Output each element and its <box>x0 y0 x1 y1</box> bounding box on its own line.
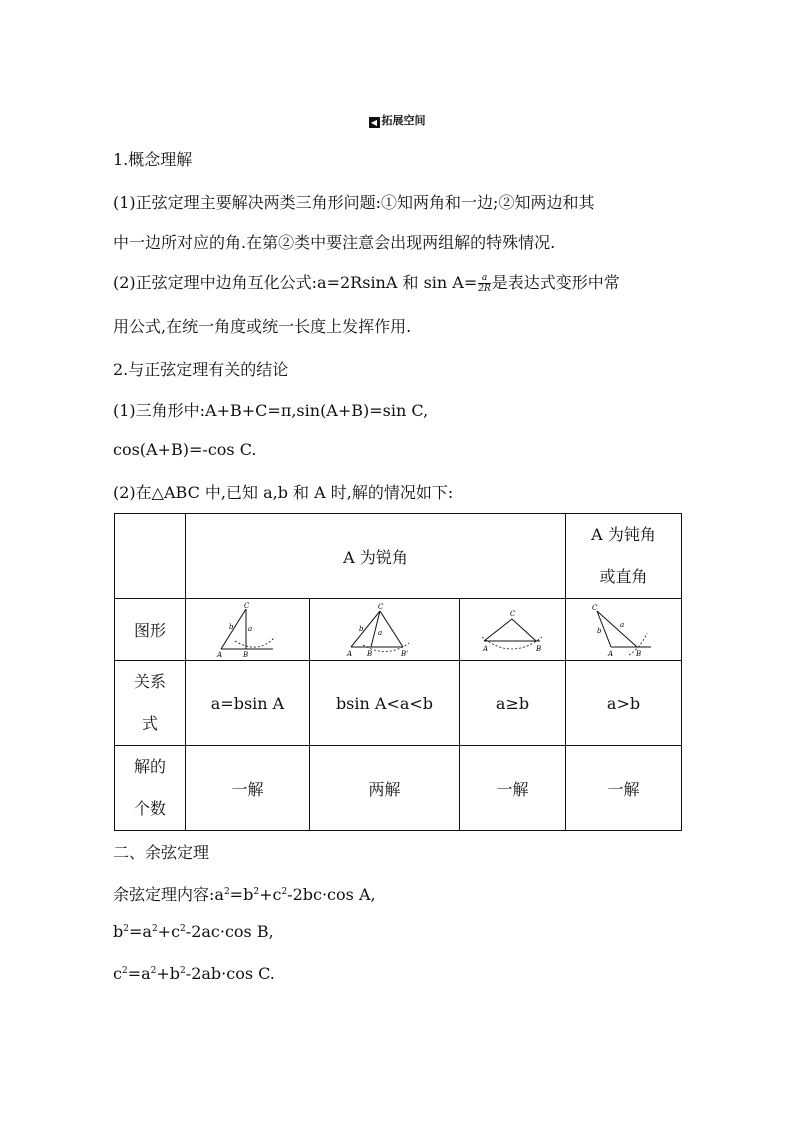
superscript: 2 <box>180 966 186 976</box>
side-label: a <box>377 628 382 637</box>
vertex-label: B <box>242 650 248 659</box>
text-segment: =a <box>127 964 151 983</box>
superscript: 2 <box>223 887 230 897</box>
vertex-label: C <box>509 609 515 618</box>
concept-p2-line1 <box>113 270 620 294</box>
obtuse-header-line1: A 为钝角 <box>591 525 656 544</box>
cosine-line2 <box>113 922 274 941</box>
conclusion-line2: cos(A+B)=-cos C. <box>113 440 257 459</box>
superscript: 2 <box>151 924 158 934</box>
text-segment: +c <box>157 922 181 941</box>
concept-heading: 1.概念理解 <box>113 150 193 169</box>
side-label: b <box>228 622 233 631</box>
triangle-figure-obtuse <box>589 601 659 659</box>
vertex-label: A <box>346 649 352 658</box>
side-label: a <box>247 624 252 633</box>
cosine-line3 <box>113 964 275 983</box>
vertex-label: A <box>216 650 222 659</box>
figure-cell-3 <box>460 599 566 661</box>
superscript: 2 <box>281 887 288 897</box>
text-segment: +b <box>156 964 181 983</box>
text-segment: =b <box>229 885 254 904</box>
conclusion-line3: (2)在△ABC 中,已知 a,b 和 A 时,解的情况如下: <box>113 483 454 502</box>
text-segment: -2ab·cos C. <box>185 964 275 983</box>
superscript: 2 <box>150 966 157 976</box>
superscript: 2 <box>180 924 186 934</box>
figure-cell-1 <box>186 599 310 661</box>
side-label: a <box>619 620 624 629</box>
header-title: 拓展空间 <box>381 114 426 127</box>
figure-label-cell: 图形 <box>115 599 186 661</box>
relation-cell-1: a=bsin A <box>186 661 310 746</box>
vertex-label: B <box>366 649 372 658</box>
text-segment: b <box>113 922 124 941</box>
concept-p1-line1: (1)正弦定理主要解决两类三角形问题:①知两角和一边;②知两边和其 <box>113 193 595 212</box>
vertex-label: B <box>635 649 641 658</box>
text-segment: 余弦定理内容:a <box>113 885 224 904</box>
p2-prefix: (2)正弦定理中边角互化公式:a=2RsinA 和 sin A= <box>113 273 478 292</box>
superscript: 2 <box>123 924 129 934</box>
count-cell-2: 两解 <box>310 746 460 831</box>
vertex-label: C <box>591 603 597 612</box>
solution-table <box>114 513 682 831</box>
count-cell-4: 一解 <box>566 746 682 831</box>
obtuse-header-cell <box>566 514 682 599</box>
count-cell-3: 一解 <box>460 746 566 831</box>
side-label: b <box>596 626 601 635</box>
vertex-label: C <box>377 602 383 611</box>
side-label: b <box>358 624 363 633</box>
relation-cell-4: a>b <box>566 661 682 746</box>
concept-p1-line2: 中一边所对应的角.在第②类中要注意会出现两组解的特殊情况. <box>113 233 556 252</box>
relation-label-cell <box>115 661 186 746</box>
p2-suffix: 是表达式变形中常 <box>491 273 620 292</box>
table-row <box>115 514 682 599</box>
vertex-label: B <box>535 644 541 653</box>
relation-label-line1: 关系 <box>133 672 166 691</box>
table-row <box>115 599 682 661</box>
table-row <box>115 746 682 831</box>
empty-corner-cell <box>115 514 186 599</box>
acute-header-cell: A 为锐角 <box>186 514 566 599</box>
obtuse-header-line2: 或直角 <box>599 567 648 586</box>
vertex-label: A <box>607 649 613 658</box>
concept-p2-line2: 用公式,在统一角度或统一长度上发挥作用. <box>113 317 412 336</box>
text-segment: =a <box>128 922 152 941</box>
text-segment: -2ac·cos B, <box>185 922 274 941</box>
vertex-label: A <box>482 644 488 653</box>
section-header <box>0 112 794 128</box>
speaker-icon: ◀ <box>369 117 380 128</box>
relation-cell-2: bsin A<a<b <box>310 661 460 746</box>
vertex-label: C <box>243 601 249 610</box>
cosine-line1 <box>113 882 376 905</box>
text-segment: +c <box>259 885 282 904</box>
vertex-label: B' <box>400 649 408 658</box>
count-label-cell <box>115 746 186 831</box>
triangle-figure-a-ge-b <box>478 601 548 659</box>
relation-label-line2: 式 <box>141 714 158 733</box>
text-segment: c <box>113 964 122 983</box>
fraction-denominator: 2R <box>478 284 491 294</box>
count-label-line1: 解的 <box>133 757 166 776</box>
superscript: 2 <box>253 887 260 897</box>
triangle-figure-two-solutions <box>345 601 425 659</box>
count-cell-1: 一解 <box>186 746 310 831</box>
superscript: 2 <box>121 966 128 976</box>
count-label-line2: 个数 <box>133 799 166 818</box>
figure-cell-2 <box>310 599 460 661</box>
conclusion-line1: (1)三角形中:A+B+C=π,sin(A+B)=sin C, <box>113 401 429 420</box>
relation-cell-3: a≥b <box>460 661 566 746</box>
cosine-heading: 二、余弦定理 <box>113 843 210 862</box>
figure-cell-4 <box>566 599 682 661</box>
text-segment: -2bc·cos A, <box>287 885 376 904</box>
table-row <box>115 661 682 746</box>
conclusion-heading: 2.与正弦定理有关的结论 <box>113 360 289 379</box>
fraction-a-over-2R <box>478 273 491 294</box>
triangle-figure-one-solution <box>213 601 283 659</box>
fraction-numerator: a <box>478 273 491 284</box>
